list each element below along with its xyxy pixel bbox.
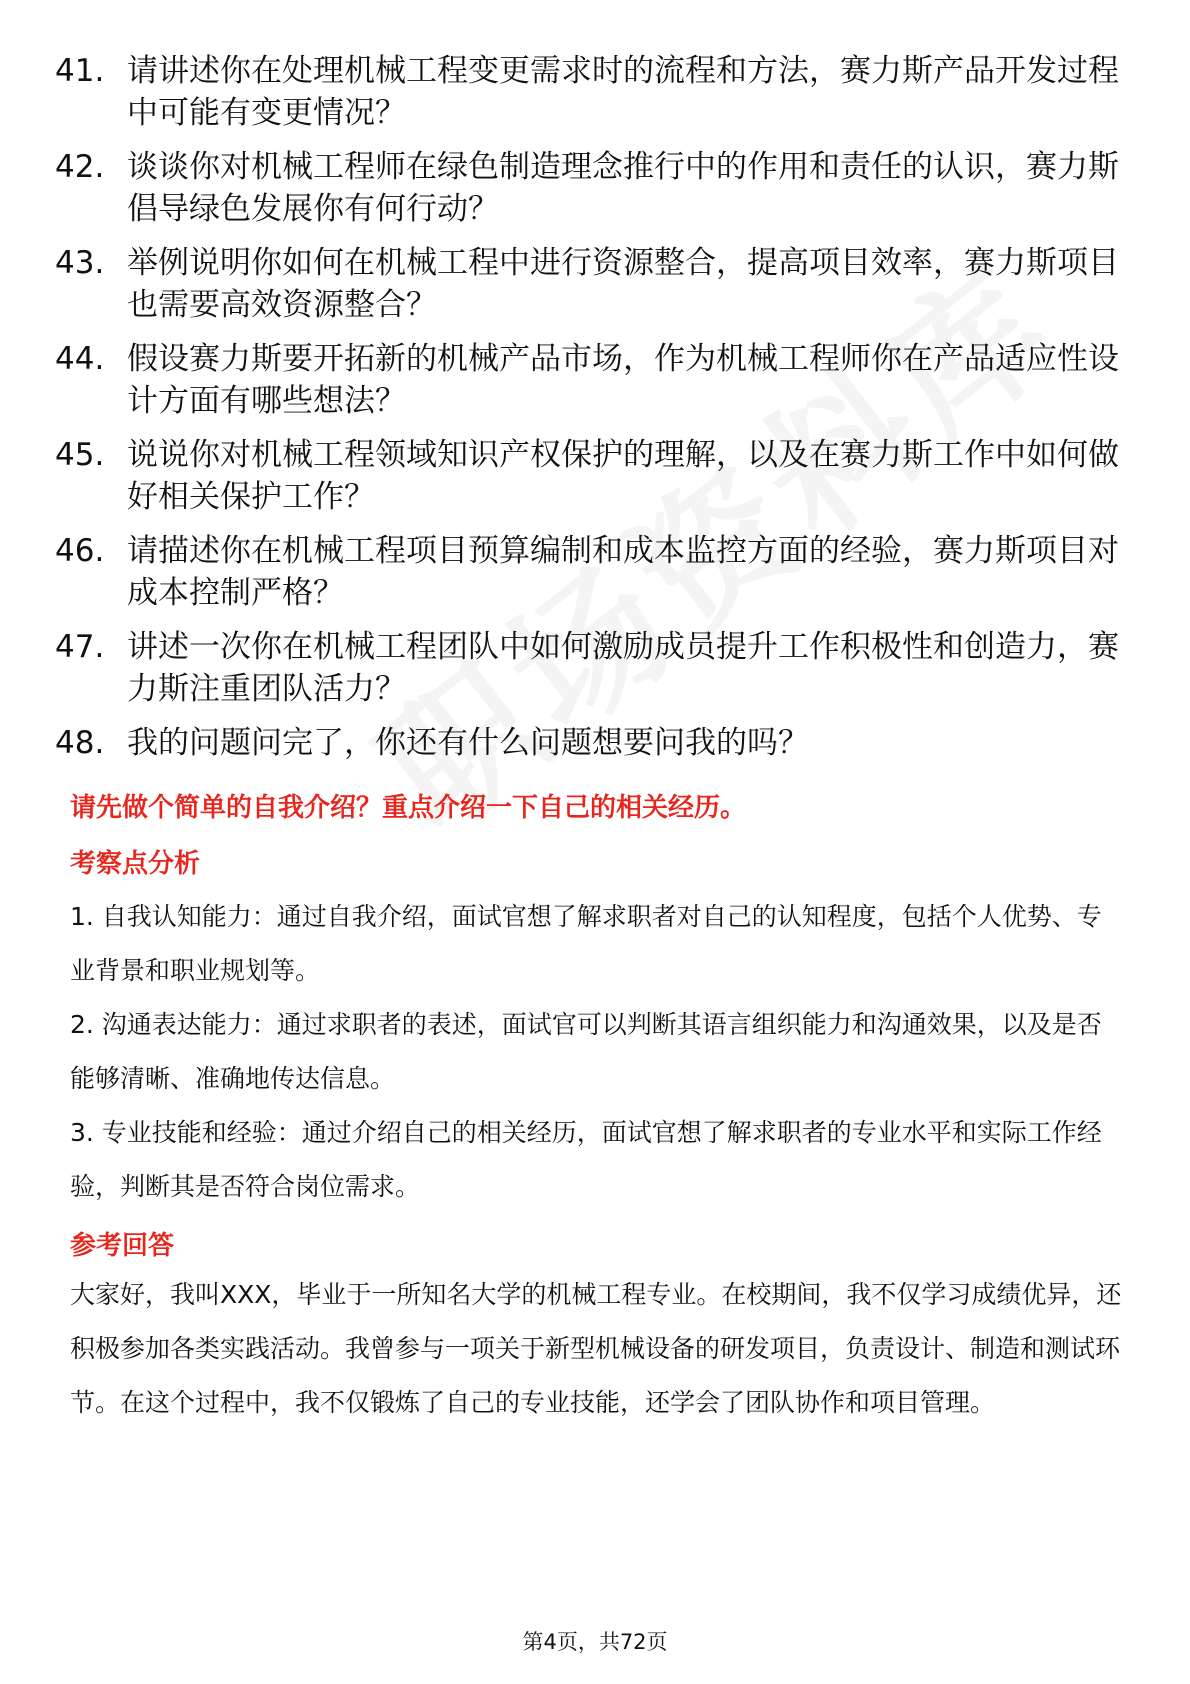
question-text: 举例说明你如何在机械工程中进行资源整合，提高项目效率，赛力斯项目也需要高效资源整合？ <box>127 245 1119 323</box>
question-number: 43. <box>55 245 105 281</box>
question-item <box>55 242 1135 326</box>
featured-question: 请先做个简单的自我介绍？重点介绍一下自己的相关经历。 <box>70 793 747 823</box>
question-list <box>55 50 1135 776</box>
analysis-point: 2. 沟通表达能力：通过求职者的表述，面试官可以判断其语言组织能力和沟通效果，以及是否能够清晰、准确地传达信息。 <box>70 1010 1102 1093</box>
question-item <box>55 434 1135 518</box>
question-text: 讲述一次你在机械工程团队中如何激励成员提升工作积极性和创造力，赛力斯注重团队活力？ <box>127 629 1119 707</box>
analysis-point: 1. 自我认知能力：通过自我介绍，面试官想了解求职者对自己的认知程度，包括个人优势、专业背景和职业规划等。 <box>70 902 1102 985</box>
question-item <box>55 50 1135 134</box>
question-text: 请讲述你在处理机械工程变更需求时的流程和方法，赛力斯产品开发过程中可能有变更情况？ <box>127 53 1119 131</box>
question-item <box>55 338 1135 422</box>
question-number: 45. <box>55 437 105 473</box>
question-number: 48. <box>55 725 105 761</box>
question-number: 46. <box>55 533 105 569</box>
question-number: 44. <box>55 341 105 377</box>
question-item <box>55 530 1135 614</box>
page-footer: 第4页，共72页 <box>522 1630 668 1654</box>
question-text: 我的问题问完了，你还有什么问题想要问我的吗？ <box>127 725 809 761</box>
analysis-point: 3. 专业技能和经验：通过介绍自己的相关经历，面试官想了解求职者的专业水平和实际工作经验，判断其是否符合岗位需求。 <box>70 1118 1102 1201</box>
question-text: 说说你对机械工程领域知识产权保护的理解，以及在赛力斯工作中如何做好相关保护工作？ <box>127 437 1119 515</box>
analysis-section <box>70 846 1125 1214</box>
question-number: 47. <box>55 629 105 665</box>
answer-text: 大家好，我叫XXX，毕业于一所知名大学的机械工程专业。在校期间，我不仅学习成绩优异，还积极参加各类实践活动。我曾参与一项关于新型机械设备的研发项目，负责设计、制造和测试环节。在这个过程中，我不仅锻炼了自己的专业技能，还学会了团队协作和项目管理。 <box>70 1280 1122 1417</box>
answer-section <box>70 1228 1125 1430</box>
question-item <box>55 146 1135 230</box>
question-text: 请描述你在机械工程项目预算编制和成本监控方面的经验，赛力斯项目对成本控制严格？ <box>127 533 1119 611</box>
analysis-heading: 考察点分析 <box>70 849 201 879</box>
question-number: 42. <box>55 149 105 185</box>
question-number: 41. <box>55 53 105 89</box>
question-text: 谈谈你对机械工程师在绿色制造理念推行中的作用和责任的认识，赛力斯倡导绿色发展你有何行动？ <box>127 149 1119 227</box>
question-text: 假设赛力斯要开拓新的机械产品市场，作为机械工程师你在产品适应性设计方面有哪些想法？ <box>127 341 1119 419</box>
question-item <box>55 626 1135 710</box>
featured-question-section <box>70 790 1125 826</box>
answer-heading: 参考回答 <box>70 1231 175 1261</box>
question-item <box>55 722 1135 764</box>
